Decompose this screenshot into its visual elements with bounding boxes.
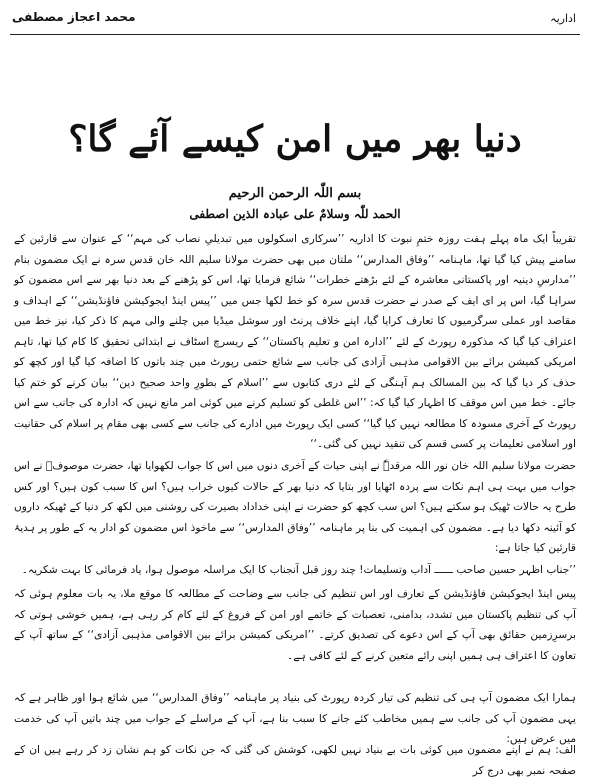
paragraph-text: ہمارا ایک مضمون آپ ہی کی تنظیم کی تیار کردہ رپورٹ کی بنیاد پر ماہنامہ ’’وفاق المدارس‘‘ میں شائع ہوا اور ظاہر ہے کہ یہی مضمون آپ کی جانب سے ہمیں مخاطب کئے جانے کا سبب بنا ہے، آپ کے مراسلے کے جواب میں چند باتیں آپ کی خدمت میں عرض ہیں: <box>14 692 576 745</box>
page-title: دنیا بھر میں امن کیسے آئے گا؟ <box>68 118 522 160</box>
paragraph-text: الف: ہم نے اپنے مضمون میں کوئی بات بے بنیاد نہیں لکھی، کوشش کی گئی کہ جن نکات کو ہم نشان زد کر رہے ہیں ان کے صفحہ نمبر بھی درج کر <box>14 744 576 777</box>
letter-paragraph <box>14 584 576 666</box>
paragraph-text: حضرت مولانا سلیم اللہ خان نور اللہ مرقدہٗ نے اپنی حیات کے آخری دنوں میں اس کا جواب لکھوایا تھا، حضرت موصوفؒ نے اس جواب میں بہت ہی اہم نکات سے پردہ اٹھایا اور بتایا کہ دنیا بھر کے حالات کیوں خراب ہیں؟ اس کا سبب کون ہیں؟ اور کس طرح یہ حالات ٹھیک ہو سکتے ہیں؟ اس سب کچھ کو حضرت نے اپنی خداداد بصیرت کی روشنی میں لکھ کر دنیا کے ٹھیکہ داروں کو آئینہ دکھا دیا ہے۔ مضمون کی اہمیت کی بنا پر ماہنامہ ’’وفاق المدارس‘‘ سے ماخوذ اس مضمون کو ادار یہ کے طور پر ہدیۂ قارئین کیا جاتا ہے: <box>14 460 576 554</box>
paragraph-text: تقریباً ایک ماہ پہلے ہفت روزہ ختمِ نبوت کا اداریہ ’’سرکاری اسکولوں میں تبدیلیِ نصاب کی مہم‘‘ کے عنوان سے قارئین کے سامنے پیش کیا گیا تھا، ماہنامہ ’’وفاق المدارس‘‘ ملتان میں بھی حضرت مولانا سلیم اللہ خان قدس سرہ نے ایک مضمون بنام ’’مدارسِ دینیہ اور پاکستانی معاشرہ کے لئے بڑھتے خطرات‘‘ شائع فرمایا تھا، اس کو پڑھنے کے بعد دنیا بھر سے اس مضمون کو سراہا گیا، اس پر ای ایف کے صدر نے حضرت قدس سرہ کو خط لکھا جس میں ’’پیس اینڈ ایجوکیشن فاؤنڈیشن‘‘ کے اہداف و مقاصد اور عملی سرگرمیوں کا تعارف کرایا گیا، اپنے خلاف پرنٹ اور سوشل میڈیا میں چلنے والی مہم کا ذکر کیا، نیز خط میں اعتراف کیا گیا کہ مذکورہ رپورٹ کے لئے ’’ادارہ امن و تعلیم پاکستان‘‘ کے ریسرچ اسٹاف نے ابتدائی تحقیق کا کام کیا تھا، تاہم امریکی کمیشن برائے بین الاقوامی مذہبی آزادی کی جانب سے شائع حتمی رپورٹ میں چند باتوں کا اضافہ کیا گیا اور کچھ کو حذف کر دیا گیا کہ بین المسالک ہم آہنگی کے لئے دری کتابوں سے ’’اسلام کے بطورِ واحد صحیح دین‘‘ بیان کرنے کو ختم کیا جائے۔ خط میں اس موقف کا اظہار کیا گیا کہ: ’’اس غلطی کو تسلیم کرنے میں کوئی امر مانع نہیں کہ ادارہ کی جانب سے اس رپورٹ کے آخری مسودہ کا مطالعہ نہیں کیا گیا‘‘ کسی ایک رپورٹ میں ادارے کی جانب سے کسی بھی مقام پر اسلام کی حقانیت اور اسلامی تعلیمات پر کسی قسم کی تنقید نہیں کی گئی۔‘‘ <box>14 233 576 450</box>
basmala: بسم اللّٰہ الرحمن الرحیم <box>228 186 362 201</box>
paragraph-text: پیس اینڈ ایجوکیشن فاؤنڈیشن کے تعارف اور اس تنظیم کی جانب سے وضاحت کے مطالعہ کا موقع ملا، یہ بات معلوم ہوئی کہ آپ کی تنظیم پاکستان میں تشدد، بدامنی، تعصبات کے خاتمے اور امن کے فروغ کے لئے کام کر رہی ہے، ہمیں خوشی ہوتی کہ برسرِزمین حقائق بھی آپ کے اس دعوے کی تصدیق کرتے۔ ’’امریکی کمیشن برائے بین الاقوامی مذہبی آزادی‘‘ کے ساتھ آپ کے تعاون کا اعتراف ہی ہمیں اپنی رائے متعین کرنے کے لئے کافی ہے۔ <box>14 588 576 662</box>
intro-paragraph <box>14 229 576 455</box>
letter-point-alif <box>14 740 576 781</box>
section-header: اداریہ <box>550 12 576 25</box>
letter-greeting: ’’جناب اظہر حسین صاحب ــــــ آداب وتسلیمات! چند روز قبل آنجناب کا ایک مراسلہ موصول ہوا، یاد فرمائی کا بہت شکریہ۔ <box>21 564 576 576</box>
author-header: محمد اعجاز مصطفی <box>12 10 136 24</box>
second-paragraph <box>14 456 576 559</box>
hamd-line: الحمد للّٰہ وسلامٌ علی عبادہ الذین اصطفی <box>189 207 401 221</box>
header-divider <box>10 34 580 35</box>
